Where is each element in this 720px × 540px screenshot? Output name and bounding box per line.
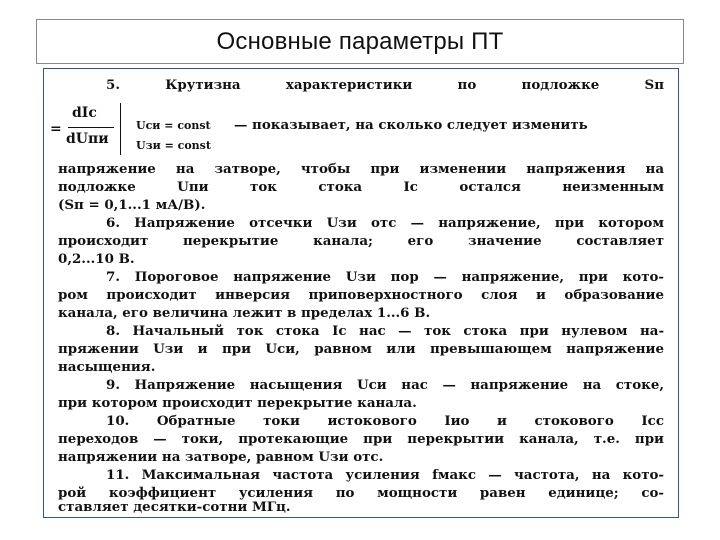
text-line-18: переходов — токи, протекающие при перекрытии канала, т.е. при: [58, 431, 664, 447]
text-line-13: пряжении Uзи и при Uси, равном или превышающем напряжение: [58, 341, 664, 357]
text-line-9: 7. Пороговое напряжение Uзи пор — напряжение, при кото-: [106, 269, 664, 285]
condition-bar: [120, 103, 121, 155]
slide-title-box: [36, 19, 684, 64]
text-line-6: 6. Напряжение отсечки Uзи отс — напряжение, при котором: [106, 215, 664, 231]
text-line-15: 9. Напряжение насыщения Uси нас — напряжение на стоке,: [106, 377, 664, 393]
text-line-19: напряжении на затворе, равном Uзи отс.: [58, 449, 384, 465]
text-line-1: 5. Крутизна характеристики по подложке Sп: [106, 77, 664, 93]
text-line-17: 10. Обратные токи истокового Iио и стокового Iсс: [106, 413, 664, 429]
text-line-10: ром происходит инверсия приповерхностного слоя и образование: [58, 287, 664, 303]
text-line-3: напряжение на затворе, чтобы при изменении напряжения на: [58, 161, 664, 177]
text-line-7: происходит перекрытие канала; его значение составляет: [58, 233, 664, 249]
text-line-20: 11. Максимальная частота усиления fмакс — частота, на кото-: [106, 467, 664, 483]
text-line-8: 0,2...10 В.: [58, 251, 135, 267]
text-line-11: канала, его величина лежит в пределах 1...6 В.: [58, 305, 431, 321]
text-line-16: при котором происходит перекрытие канала.: [58, 395, 417, 411]
text-line-21: рой коэффициент усиления по мощности равен единице; со-: [58, 485, 664, 501]
text-line-4: подложке Uпи ток стока Iс остался неизменным: [58, 179, 664, 195]
formula-condition-2: Uзи = const: [136, 139, 211, 152]
fraction-bar: [68, 127, 114, 128]
slide-title: Основные параметры ПТ: [216, 28, 504, 55]
formula-denominator: dUпи: [66, 131, 109, 147]
formula-numerator: dIс: [72, 105, 97, 121]
text-line-5: (Sп = 0,1...1 мА/В).: [58, 197, 206, 213]
text-line-2: — показывает, на сколько следует изменить: [234, 117, 588, 133]
formula-equals: =: [50, 121, 62, 137]
formula-condition-1: Uси = const: [136, 119, 211, 132]
text-line-12: 8. Начальный ток стока Iс нас — ток стока при нулевом на-: [106, 323, 664, 339]
transconductance-formula: [50, 103, 124, 159]
scanned-text-page: [43, 68, 679, 518]
text-line-22: ставляет десятки-сотни МГц.: [58, 499, 291, 515]
text-line-14: насыщения.: [58, 359, 156, 375]
